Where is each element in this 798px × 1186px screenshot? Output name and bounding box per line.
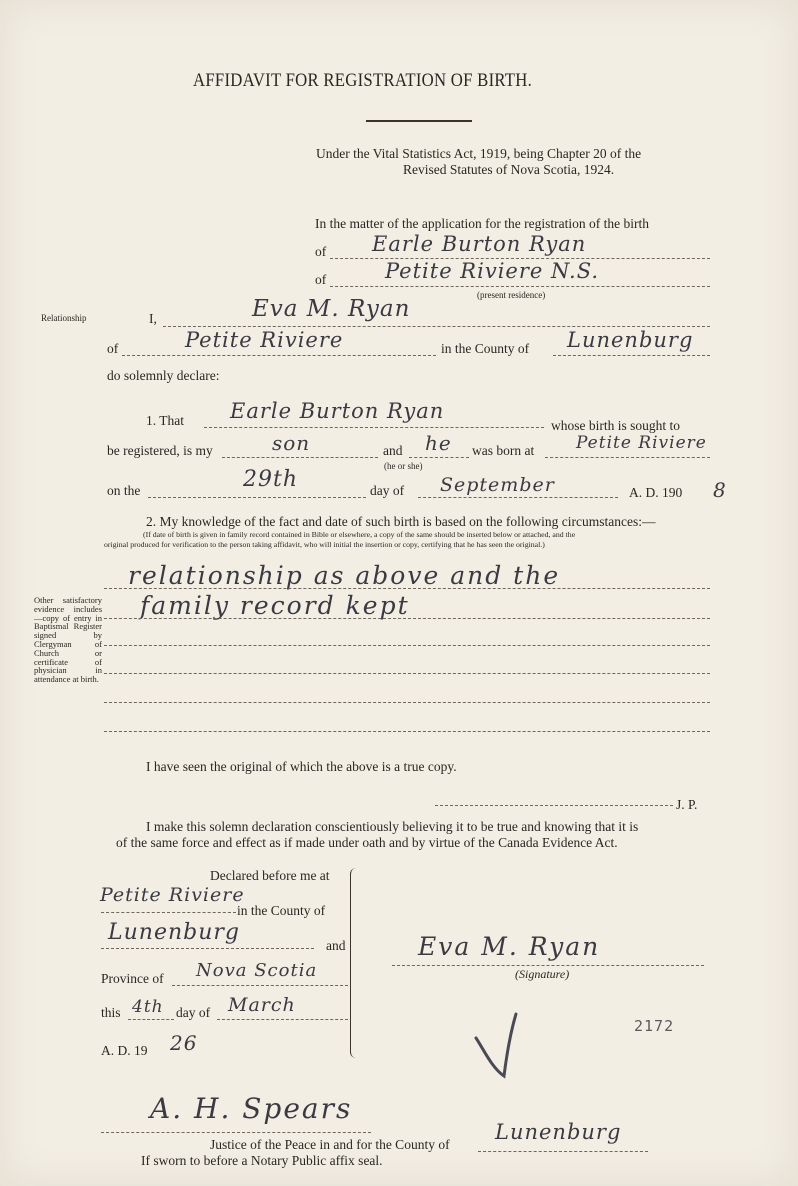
- item-1-pronoun-line: [409, 457, 469, 458]
- item-1-birthplace-field: Petite Riviere: [576, 433, 707, 453]
- item-1-relation-field: son: [272, 431, 311, 455]
- declarant-county-line: [553, 355, 710, 356]
- signature-label: (Signature): [515, 967, 570, 981]
- child-name-field: Earle Burton Ryan: [372, 232, 587, 256]
- item-1-that: 1. That: [146, 413, 184, 428]
- declared-place-line: [101, 912, 236, 913]
- item-1-registered-label: be registered, is my: [107, 443, 213, 458]
- declared-year-field: 26: [170, 1031, 198, 1055]
- declarant-of-label: of: [107, 341, 119, 356]
- act-line-1: Under the Vital Statistics Act, 1919, being Chapter 20 of the: [316, 146, 642, 161]
- item-1-relation-line: [222, 457, 378, 458]
- item-1-child-field: Earle Burton Ryan: [230, 399, 445, 423]
- evidence-line-6: [104, 731, 710, 732]
- item-1-child-line: [204, 427, 544, 428]
- evidence-line-2-text: family record kept: [140, 591, 410, 620]
- declarant-signature: Eva M. Ryan: [418, 932, 601, 961]
- declared-province-label: Province of: [101, 971, 164, 986]
- item-1-day-field: 29th: [243, 467, 299, 492]
- residence-field: Petite Riviere N.S.: [385, 259, 600, 283]
- declared-before-label: Declared before me at: [210, 868, 330, 883]
- registration-number: 2172: [634, 1017, 675, 1035]
- justice-signature-line: [101, 1132, 371, 1133]
- item-1-ad: A. D. 190: [629, 485, 683, 500]
- declared-and: and: [326, 938, 346, 953]
- declared-day-field: 4th: [132, 997, 164, 1017]
- item-1-on-the: on the: [107, 483, 141, 498]
- justice-county-field: Lunenburg: [495, 1120, 622, 1144]
- residence-line: [330, 286, 710, 287]
- declarant-name-field: Eva M. Ryan: [252, 296, 411, 322]
- item-1-month-line: [418, 497, 618, 498]
- evidence-line-3: [104, 645, 710, 646]
- item-1-born-at: was born at: [472, 443, 535, 458]
- declared-province-line: [172, 985, 348, 986]
- item-1-day-of: day of: [370, 483, 405, 498]
- item-1-month-field: September: [440, 474, 555, 496]
- declared-county-field: Lunenburg: [108, 920, 240, 945]
- item-1-he-or-she: (he or she): [384, 461, 423, 471]
- declarant-i-label: I,: [149, 311, 157, 326]
- evidence-line-5: [104, 702, 710, 703]
- item-1-day-line: [148, 497, 366, 498]
- title-rule: [366, 120, 472, 122]
- item-1-whose-birth: whose birth is sought to: [551, 418, 681, 433]
- solemn-line-1: I make this solemn declaration conscientiously believing it to be true and knowing that it is: [146, 819, 639, 834]
- jp-signature-line: [435, 805, 673, 806]
- declared-province-field: Nova Scotia: [196, 960, 318, 981]
- declared-day-of: day of: [176, 1005, 211, 1020]
- declared-county-line: [101, 948, 314, 949]
- declarant-county-label: in the County of: [441, 341, 530, 356]
- page-title: AFFIDAVIT FOR REGISTRATION OF BIRTH.: [193, 70, 533, 91]
- evidence-line-1-text: relationship as above and the: [128, 561, 561, 590]
- justice-county-line: [478, 1151, 648, 1152]
- declared-county-label: in the County of: [237, 903, 326, 918]
- declared-brace: [350, 868, 357, 1058]
- evidence-line-4: [104, 673, 710, 674]
- item-2-note-2: original produced for verification to the person taking affidavit, who will initial the insertion or copy, certifying that he has seen the original.): [104, 540, 545, 549]
- item-1-birthplace-line: [545, 457, 710, 458]
- item-1-pronoun-field: he: [425, 431, 452, 455]
- matter-of-label-2: of: [315, 272, 327, 287]
- solemn-line-2: of the same force and effect as if made under oath and by virtue of the Canada Evidence Act.: [116, 835, 618, 850]
- matter-of-label-1: of: [315, 244, 327, 259]
- declarant-place-field: Petite Riviere: [185, 328, 344, 352]
- declarant-name-line: [163, 326, 710, 327]
- item-1-and: and: [383, 443, 403, 458]
- item-2-text: 2. My knowledge of the fact and date of such birth is based on the following circumstances:—: [146, 514, 656, 529]
- act-line-2: Revised Statutes of Nova Scotia, 1924.: [403, 162, 615, 177]
- notary-note: If sworn to before a Notary Public affix seal.: [141, 1153, 383, 1168]
- item-1-year-field: 8: [713, 478, 727, 502]
- declared-month-field: March: [228, 994, 296, 1016]
- relationship-margin-label: Relationship: [41, 313, 87, 323]
- declared-ad: A. D. 19: [101, 1043, 148, 1058]
- evidence-line-2: [104, 618, 710, 619]
- declarant-place-line: [122, 355, 436, 356]
- matter-intro: In the matter of the application for the registration of the birth: [315, 216, 650, 231]
- jp-label: J. P.: [676, 797, 698, 812]
- residence-note: (present residence): [477, 290, 546, 300]
- justice-text: Justice of the Peace in and for the County of: [210, 1137, 450, 1152]
- seen-original-text: I have seen the original of which the above is a true copy.: [146, 759, 457, 774]
- declared-day-line: [128, 1019, 174, 1020]
- check-mark-icon: [470, 1010, 530, 1082]
- evidence-margin-note: Other satisfactory evidence includes —copy of entry in Baptismal Register signed by Clergyman of Church or certificate of physician in attendance at birth.: [34, 595, 102, 685]
- declarant-county-field: Lunenburg: [567, 328, 694, 352]
- declared-this: this: [101, 1005, 121, 1020]
- item-2-note-1: (If date of birth is given in family record contained in Bible or elsewhere, a copy of the same should be inserted below or attached, and the: [143, 530, 576, 539]
- declared-place-field: Petite Riviere: [100, 884, 245, 906]
- signature-line: [392, 965, 704, 966]
- evidence-line-1: [104, 588, 710, 589]
- declared-month-line: [217, 1019, 348, 1020]
- solemnly-declare: do solemnly declare:: [107, 368, 220, 383]
- justice-signature: A. H. Spears: [150, 1092, 353, 1125]
